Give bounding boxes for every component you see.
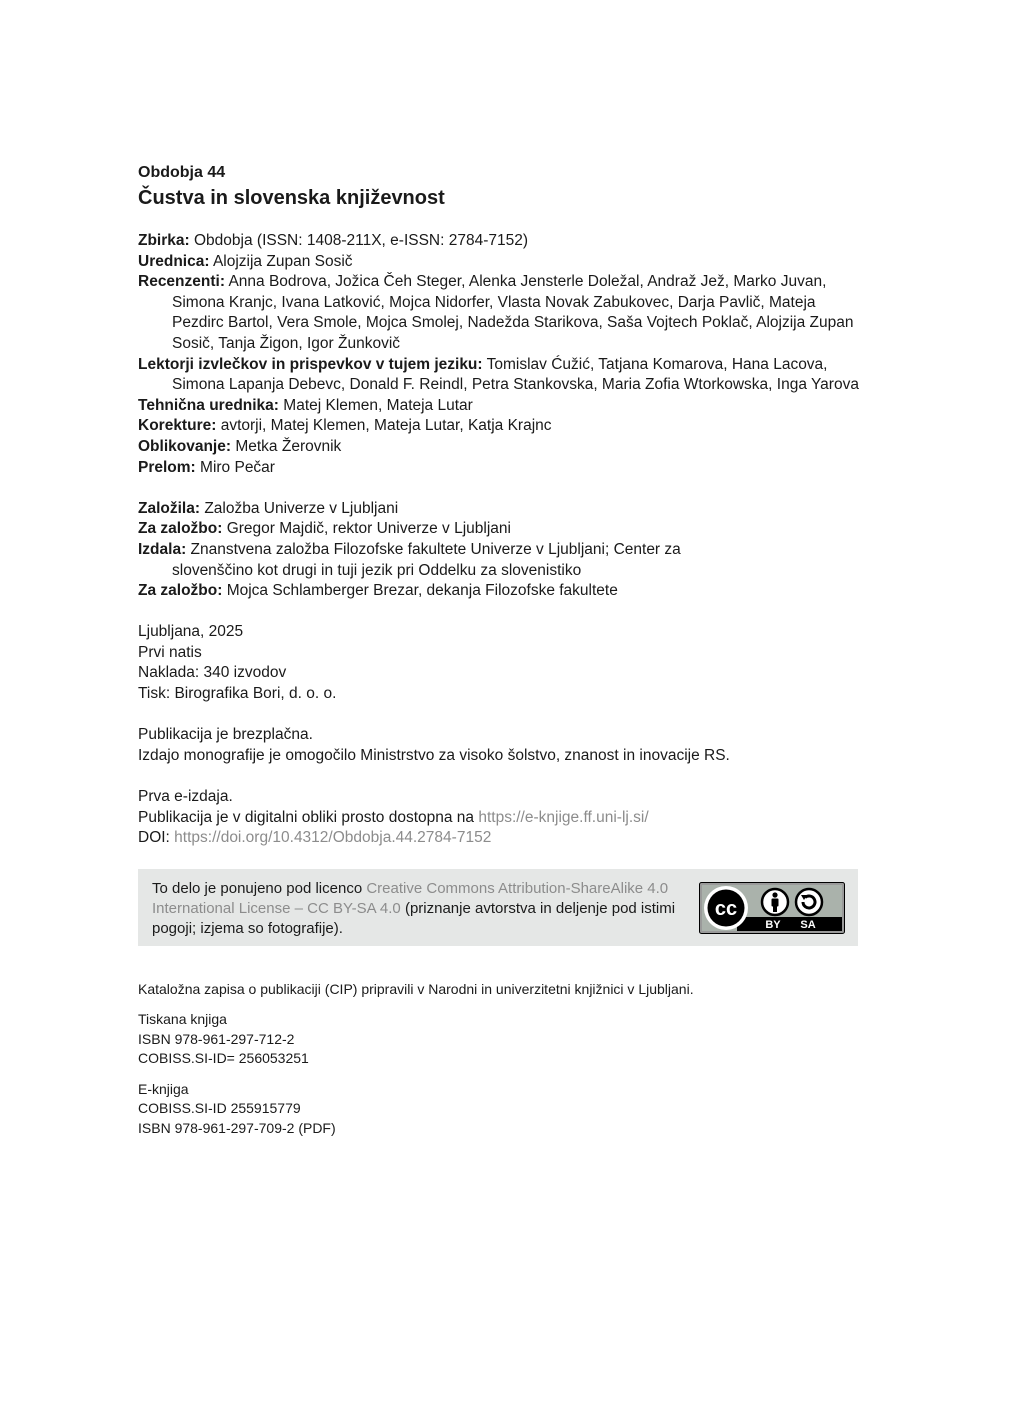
print-edition-line: Tiskana knjiga (138, 1011, 227, 1028)
doi-link[interactable]: https://doi.org/10.4312/Obdobja.44.2784-7152 (174, 829, 492, 847)
print-edition-block (138, 1010, 868, 1069)
credits-section (138, 231, 868, 849)
share-alike-icon (796, 889, 822, 915)
publisher-entry: Za založbo: Mojca Schlamberger Brezar, dekanja Filozofske fakultete (138, 582, 618, 600)
publisher-entry: Izdala: Znanstvena založba Filozofske fakultete Univerze v Ljubljani; Center za slovenščino kot drugi in tuji jezik pri Oddelku za slovenistiko (138, 540, 681, 579)
colophon-page (138, 163, 868, 1138)
doi-line: DOI: https://doi.org/10.4312/Obdobja.44.2784-7152 (138, 829, 492, 847)
credit-entry: Urednica: Alojzija Zupan Sosič (138, 252, 353, 270)
ebook-edition-line: ISBN 978-961-297-709-2 (PDF) (138, 1119, 336, 1136)
credit-entry: Zbirka: Obdobja (ISSN: 1408-211X, e-ISSN: 2784-7152) (138, 232, 529, 249)
ebook-edition-line: COBISS.SI-ID 255915779 (138, 1100, 301, 1117)
ebook-edition-block (138, 1080, 868, 1139)
print-edition-line: ISBN 978-961-297-712-2 (138, 1030, 295, 1047)
series-title: Obdobja 44 (138, 164, 226, 181)
by-label: BY (765, 918, 781, 931)
license-link[interactable]: Creative Commons Attribution-ShareAlike 4.0 International License – CC BY-SA 4.0 (152, 879, 669, 917)
imprint-line: Naklada: 340 izvodov (138, 664, 287, 682)
publisher-entry: Za založbo: Gregor Majdič, rektor Univerze v Ljubljani (138, 520, 511, 538)
funding-line: Izdajo monografije je omogočilo Ministrstvo za visoko šolstvo, znanost in inovacije RS. (138, 746, 730, 764)
credit-entry: Korekture: avtorji, Matej Klemen, Mateja Lutar, Katja Krajnc (138, 417, 552, 435)
cc-by-sa-badge-icon[interactable] (699, 882, 845, 934)
imprint-line: Ljubljana, 2025 (138, 623, 244, 641)
cc-logo-text: cc (714, 897, 738, 920)
edition-line: Prva e-izdaja. (138, 788, 233, 806)
publisher-entry: Založila: Založba Univerze v Ljubljani (138, 499, 399, 517)
license-text: To delo je ponujeno pod licenco Creative Commons Attribution-ShareAlike 4.0 International License – CC BY-SA 4.0 (priznanje avtorstva in deljenje pod istimi pogoji; izjema so fotografije). (152, 879, 676, 937)
book-title: Čustva in slovenska književnost (138, 187, 445, 209)
cip-section (138, 980, 868, 1139)
credit-entry: Oblikovanje: Metka Žerovnik (138, 437, 342, 455)
credit-entry: Tehnična urednika: Matej Klemen, Mateja Lutar (138, 396, 473, 414)
cip-note: Kataložna zapisa o publikaciji (CIP) pripravili v Narodni in univerzitetni knjižnici v Ljubljani. (138, 980, 694, 997)
online-access-line: Publikacija je v digitalni obliki prosto dostopna na https://e-knjige.ff.uni-lj.si/ (138, 808, 649, 826)
online-url-link[interactable]: https://e-knjige.ff.uni-lj.si/ (478, 808, 649, 826)
license-box (138, 869, 858, 946)
sa-label: SA (800, 918, 816, 931)
imprint-line: Prvi natis (138, 643, 202, 661)
credit-entry: Prelom: Miro Pečar (138, 458, 275, 476)
ebook-edition-line: E-knjiga (138, 1080, 189, 1097)
credit-entry: Recenzenti: Anna Bodrova, Jožica Čeh Steger, Alenka Jensterle Doležal, Andraž Jež, Marko Juvan, Simona Kranjc, Ivana Latković, Mojca Nidorfer, Vlasta Novak Zabukovec, Darja Pavlič, Mateja Pezdirc Bartol, Vera Smole, Mojca Smolej, Nadežda Starikova, Saša Vojtech Poklač, Alojzija Zupan Sosič, Tanja Žigon, Igor Žunkovič (138, 273, 854, 352)
credit-entry: Lektorji izvlečkov in prispevkov v tujem jeziku: Tomislav Ćužić, Tatjana Komarova, Hana Lacova, Simona Lapanja Debevc, Donald F. Reindl, Petra Stankovska, Maria Zofia Wtorkowska, Inga Yarova (138, 355, 859, 394)
print-edition-line: COBISS.SI-ID= 256053251 (138, 1050, 309, 1067)
funding-line: Publikacija je brezplačna. (138, 726, 313, 744)
imprint-line: Tisk: Birografika Bori, d. o. o. (138, 685, 337, 703)
